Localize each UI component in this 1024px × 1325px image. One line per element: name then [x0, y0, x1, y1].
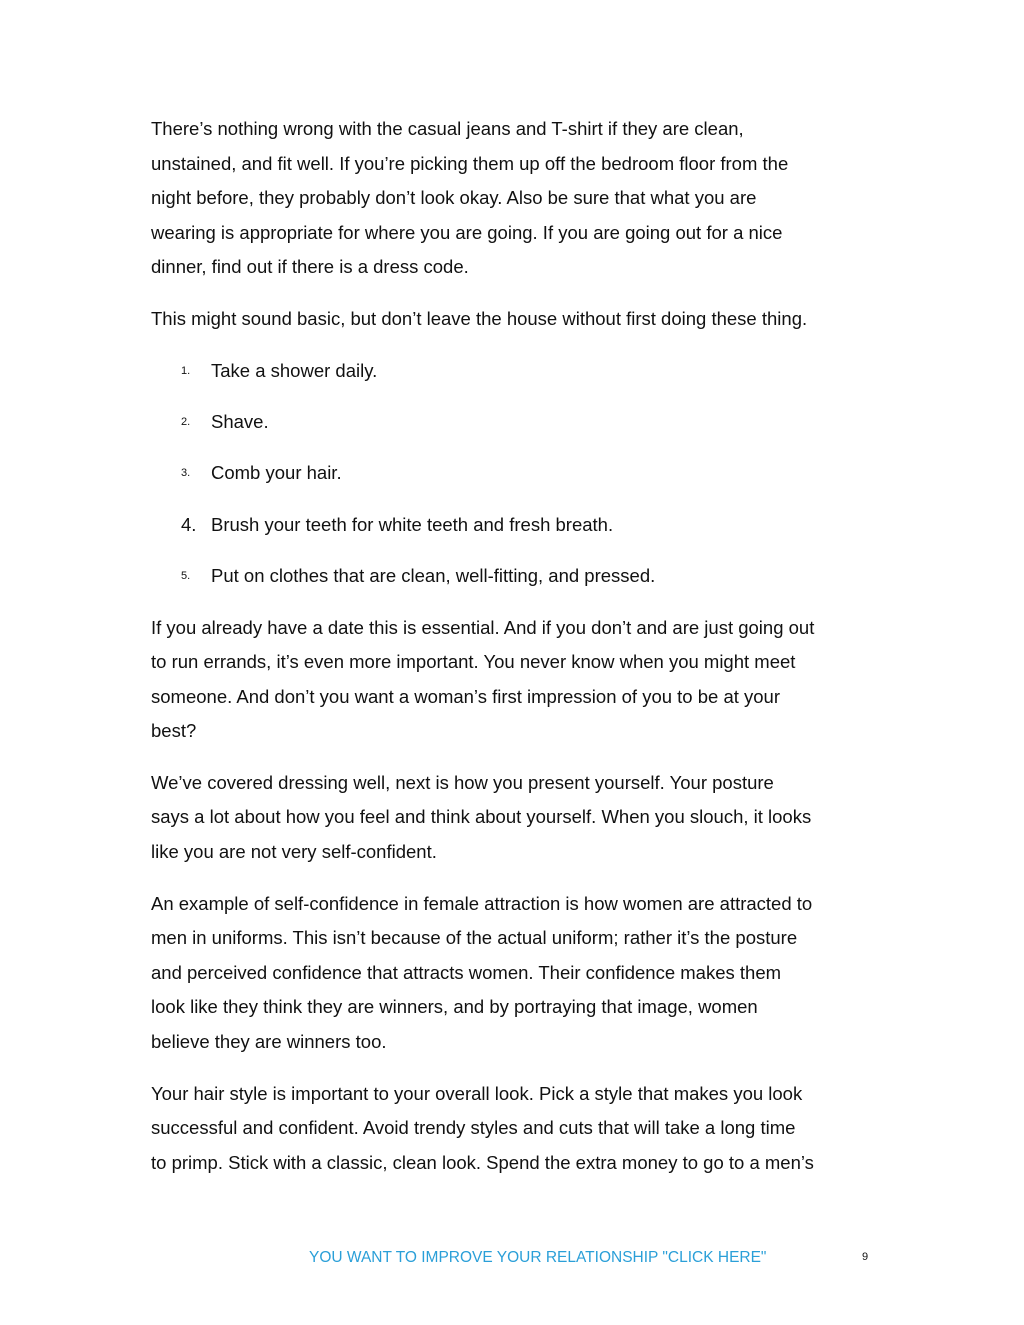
list-item — [151, 354, 877, 389]
page-number: 9 — [862, 1251, 869, 1263]
text-line: successful and confident. Avoid trendy styles and cuts that will take a long time — [151, 1117, 796, 1139]
text-line: We’ve covered dressing well, next is how you present yourself. Your posture — [151, 771, 774, 793]
footer-relationship-link[interactable]: YOU WANT TO IMPROVE YOUR RELATIONSHIP "CLICK HERE" — [309, 1249, 767, 1266]
list-item — [151, 508, 877, 543]
paragraph-2 — [151, 302, 877, 337]
list-number: 1. — [181, 364, 191, 377]
list-text: Brush your teeth for white teeth and fresh breath. — [211, 513, 614, 535]
text-line: like you are not very self-confident. — [151, 841, 437, 863]
text-line: An example of self-confidence in female attraction is how women are attracted to — [151, 892, 813, 914]
paragraph-6 — [151, 1077, 877, 1181]
list-number: 2. — [181, 415, 191, 428]
text-line: to run errands, it’s even more important. You never know when you might meet — [151, 651, 796, 673]
list-item — [151, 405, 877, 440]
list-text: Comb your hair. — [211, 462, 342, 484]
paragraph-5 — [151, 887, 877, 1060]
list-number: 3. — [181, 467, 191, 480]
text-line: best? — [151, 720, 197, 742]
checklist — [151, 354, 877, 594]
text-line: someone. And don’t you want a woman’s first impression of you to be at your — [151, 685, 780, 707]
paragraph-1 — [151, 112, 877, 285]
text-line: believe they are winners too. — [151, 1031, 387, 1053]
text-line: unstained, and fit well. If you’re picking them up off the bedroom floor from the — [151, 152, 789, 174]
paragraph-4 — [151, 766, 877, 870]
list-text: Put on clothes that are clean, well-fitting, and pressed. — [211, 565, 656, 587]
text-line: Your hair style is important to your overall look. Pick a style that makes you look — [151, 1082, 803, 1104]
list-text: Take a shower daily. — [211, 359, 378, 381]
text-line: This might sound basic, but don’t leave the house without first doing these thing. — [151, 307, 808, 329]
list-item — [151, 456, 877, 491]
text-line: and perceived confidence that attracts women. Their confidence makes them — [151, 961, 782, 983]
list-item — [151, 559, 877, 594]
list-number: 5. — [181, 570, 191, 583]
text-line: night before, they probably don’t look okay. Also be sure that what you are — [151, 187, 757, 209]
paragraph-3 — [151, 611, 877, 749]
text-line: to primp. Stick with a classic, clean look. Spend the extra money to go to a men’s — [151, 1151, 814, 1173]
text-line: men in uniforms. This isn’t because of the actual uniform; rather it’s the posture — [151, 927, 798, 949]
text-line: look like they think they are winners, and by portraying that image, women — [151, 996, 758, 1018]
text-line: There’s nothing wrong with the casual jeans and T-shirt if they are clean, — [151, 118, 744, 139]
text-line: If you already have a date this is essential. And if you don’t and are just going out — [151, 616, 815, 638]
text-line: says a lot about how you feel and think about yourself. When you slouch, it looks — [151, 806, 812, 828]
list-number: 4. — [181, 513, 197, 535]
text-line: wearing is appropriate for where you are going. If you are going out for a nice — [151, 221, 783, 243]
text-line: dinner, find out if there is a dress code. — [151, 256, 469, 278]
list-text: Shave. — [211, 410, 269, 432]
document-page — [151, 112, 877, 1197]
